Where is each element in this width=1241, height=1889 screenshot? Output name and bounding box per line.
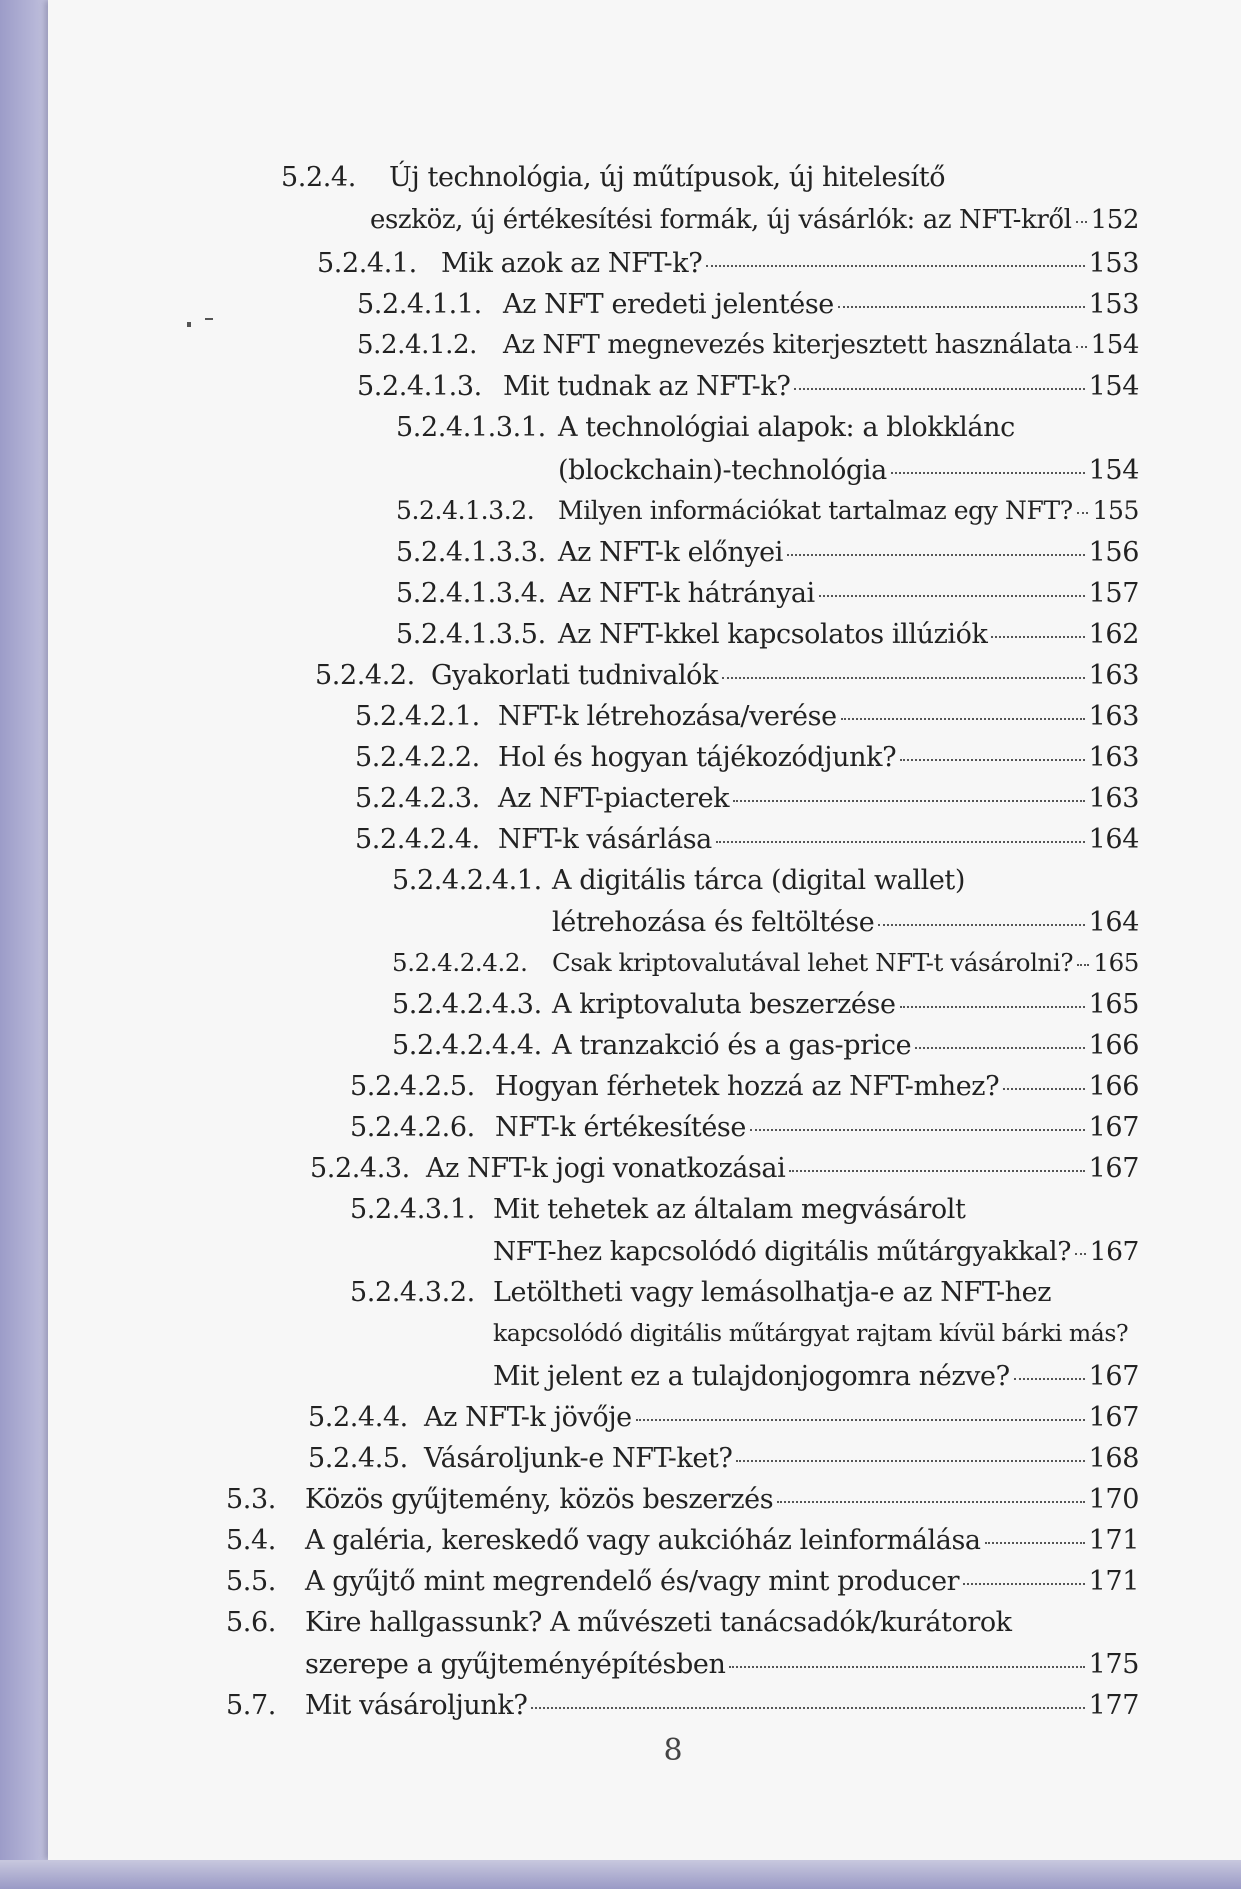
toc-title: A tranzakció és a gas-price <box>552 1030 912 1061</box>
toc-page-number: 166 <box>1088 1071 1139 1102</box>
dot-leader <box>1076 221 1087 223</box>
toc-entry <box>396 537 1139 577</box>
toc-number: 5.5. <box>226 1566 276 1597</box>
toc-entry <box>392 1030 1139 1070</box>
toc-title: Az NFT-k jövője <box>424 1402 632 1433</box>
toc-entry <box>392 989 1139 1029</box>
dot-leader <box>963 1583 1084 1585</box>
toc-number: 5.3. <box>226 1484 276 1515</box>
dot-leader <box>736 1460 1084 1462</box>
toc-entry <box>226 1690 1139 1730</box>
toc-title: Az NFT-piacterek <box>498 783 730 814</box>
toc-number: 5.2.4.1.3.1. <box>396 412 546 443</box>
toc-page-number: 177 <box>1088 1690 1139 1721</box>
toc-page-number: 157 <box>1088 578 1139 609</box>
toc-page-number: 168 <box>1088 1443 1139 1474</box>
toc-title: A gyűjtő mint megrendelő és/vagy mint producer <box>305 1566 960 1597</box>
dot-leader <box>750 1129 1085 1131</box>
toc-entry <box>350 1071 1139 1111</box>
dot-leader <box>789 1170 1084 1172</box>
toc-entry <box>493 1236 1139 1276</box>
dot-leader <box>891 472 1085 474</box>
toc-entry <box>396 619 1139 659</box>
toc-number: 5.2.4.1.3.4. <box>396 578 546 609</box>
toc-title: Gyakorlati tudnivalók <box>431 660 718 691</box>
toc-entry <box>357 371 1139 411</box>
toc-entry <box>396 496 1139 536</box>
toc-title: Hol és hogyan tájékozódjunk? <box>498 742 897 773</box>
toc-page-number: 167 <box>1088 1112 1139 1143</box>
toc-entry <box>226 1566 1139 1606</box>
toc-page-number: 165 <box>1093 948 1139 977</box>
toc-title: A galéria, kereskedő vagy aukcióház leinformálása <box>305 1525 981 1556</box>
toc-entry <box>357 330 1139 370</box>
dot-leader <box>838 306 1085 308</box>
toc-number: 5.2.4.1.1. <box>357 289 482 320</box>
dot-leader <box>1077 964 1089 966</box>
toc-number: 5.2.4.2. <box>315 660 415 691</box>
toc-number: 5.2.4. <box>281 162 356 193</box>
dot-leader <box>722 677 1085 679</box>
dot-leader <box>915 1047 1084 1049</box>
toc-entry <box>308 1402 1139 1442</box>
dot-leader <box>900 1006 1085 1008</box>
toc-number: 5.2.4.3.1. <box>350 1194 475 1225</box>
toc-title: A kriptovaluta beszerzése <box>552 989 896 1020</box>
toc-title: Mik azok az NFT-k? <box>441 248 703 279</box>
toc-title: NFT-k létrehozása/verése <box>498 701 837 732</box>
dot-leader <box>716 841 1085 843</box>
toc-title: Letöltheti vagy lemásolhatja-e az NFT-hez <box>493 1277 1052 1308</box>
toc-page-number: 156 <box>1088 537 1139 568</box>
toc-entry <box>355 701 1139 741</box>
toc-title: A digitális tárca (digital wallet) <box>552 865 966 896</box>
dot-leader <box>729 1666 1084 1668</box>
toc-title: NFT-k értékesítése <box>495 1112 746 1143</box>
toc-page-number: 154 <box>1088 455 1139 486</box>
toc-entry <box>355 742 1139 782</box>
toc-entry <box>350 1112 1139 1152</box>
toc-entry <box>310 1153 1139 1193</box>
toc-page-number: 163 <box>1088 783 1139 814</box>
dot-leader <box>1076 346 1087 348</box>
dot-leader <box>1014 1378 1085 1380</box>
toc-title: Új technológia, új műtípusok, új hitelesítő <box>389 162 946 193</box>
toc-number: 5.2.4.2.4. <box>355 824 480 855</box>
toc-page-number: 164 <box>1088 907 1139 938</box>
toc-title: Az NFT-kkel kapcsolatos illúziók <box>558 619 988 650</box>
toc-page-number: 164 <box>1088 824 1139 855</box>
toc-number: 5.7. <box>226 1690 276 1721</box>
toc-title: Közös gyűjtemény, közös beszerzés <box>305 1484 774 1515</box>
toc-page-number: 153 <box>1088 289 1139 320</box>
toc-number: 5.4. <box>226 1525 276 1556</box>
toc-page-number: 163 <box>1088 660 1139 691</box>
toc-page-number: 165 <box>1088 989 1139 1020</box>
toc-number: 5.2.4.2.5. <box>350 1071 475 1102</box>
toc-title: Az NFT-k jogi vonatkozásai <box>426 1153 786 1184</box>
dot-leader <box>991 636 1084 638</box>
toc-page-number: 163 <box>1088 701 1139 732</box>
toc-title: NFT-k vásárlása <box>498 824 712 855</box>
dot-leader <box>531 1707 1084 1709</box>
toc-entry <box>350 1277 1139 1317</box>
toc-number: 5.2.4.2.3. <box>355 783 480 814</box>
dot-leader <box>777 1501 1084 1503</box>
page-number: 8 <box>663 1733 683 1768</box>
toc-number: 5.2.4.2.4.4. <box>392 1030 542 1061</box>
dot-leader <box>985 1542 1085 1544</box>
dot-leader <box>733 800 1085 802</box>
toc-number: 5.2.4.2.4.1. <box>392 865 542 896</box>
toc-entry <box>350 1194 1139 1234</box>
toc-title: Mit vásároljunk? <box>305 1690 528 1721</box>
toc-page-number: 153 <box>1088 248 1139 279</box>
toc-entry <box>315 660 1139 700</box>
dot-leader <box>636 1419 1085 1421</box>
toc-title: Az NFT-k előnyei <box>558 537 783 568</box>
toc-entry <box>226 1607 1139 1647</box>
toc-entry <box>392 948 1139 988</box>
toc-number: 5.2.4.1.3.5. <box>396 619 546 650</box>
toc-number: 5.2.4.1.3.2. <box>396 496 535 525</box>
toc-title: Kire hallgassunk? A művészeti tanácsadók/kurátorok <box>305 1607 1012 1638</box>
toc-number: 5.2.4.1.3.3. <box>396 537 546 568</box>
toc-page-number: 154 <box>1088 371 1139 402</box>
dot-leader <box>1077 512 1089 514</box>
toc-entry <box>370 205 1139 245</box>
dot-leader <box>841 718 1085 720</box>
toc-number: 5.2.4.2.4.3. <box>392 989 542 1020</box>
toc-number: 5.2.4.2.1. <box>355 701 480 732</box>
toc-entry <box>226 1525 1139 1565</box>
toc-title: szerepe a gyűjteményépítésben <box>305 1649 726 1680</box>
toc-number: 5.2.4.1.2. <box>357 330 478 360</box>
toc-entry <box>226 1484 1139 1524</box>
toc-number: 5.2.4.3. <box>310 1153 410 1184</box>
toc-number: 5.2.4.5. <box>308 1443 408 1474</box>
toc-entry <box>396 412 1139 452</box>
toc-title: Az NFT eredeti jelentése <box>503 289 834 320</box>
toc-title: Milyen információkat tartalmaz egy NFT? <box>558 496 1073 525</box>
toc-number: 5.2.4.2.6. <box>350 1112 475 1143</box>
dot-leader <box>878 924 1084 926</box>
toc-page-number: 175 <box>1088 1649 1139 1680</box>
toc-entry <box>305 1649 1139 1689</box>
toc-entry <box>392 865 1139 905</box>
toc-page-number: 167 <box>1088 1361 1139 1392</box>
toc-entry <box>317 248 1139 288</box>
toc-entry <box>493 1319 1139 1359</box>
toc-page-number: 171 <box>1088 1525 1139 1556</box>
toc-number: 5.2.4.1.3. <box>357 371 482 402</box>
toc-title: kapcsolódó digitális műtárgyat rajtam kívül bárki más? <box>493 1319 1129 1347</box>
dot-leader <box>1003 1088 1084 1090</box>
toc-title: Mit tehetek az általam megvásárolt <box>493 1194 966 1225</box>
toc-title: Az NFT-k hátrányai <box>558 578 815 609</box>
toc-page-number: 167 <box>1088 1153 1139 1184</box>
toc-title: Mit jelent ez a tulajdonjogomra nézve? <box>493 1361 1010 1392</box>
toc-title: Hogyan férhetek hozzá az NFT-mhez? <box>495 1071 1000 1102</box>
toc-title: A technológiai alapok: a blokklánc <box>558 412 1015 443</box>
dot-leader <box>900 759 1085 761</box>
toc-number: 5.2.4.1. <box>317 248 417 279</box>
toc-entry <box>493 1361 1139 1401</box>
dot-leader <box>819 595 1085 597</box>
toc-entry <box>552 907 1139 947</box>
dot-leader <box>787 554 1085 556</box>
toc-number: 5.2.4.2.2. <box>355 742 480 773</box>
dot-leader <box>794 388 1084 390</box>
toc-title: eszköz, új értékesítési formák, új vásárlók: az NFT-kről <box>370 205 1072 235</box>
toc-number: 5.2.4.3.2. <box>350 1277 475 1308</box>
toc-page-number: 171 <box>1088 1566 1139 1597</box>
toc-entry <box>558 455 1139 495</box>
dot-leader <box>1075 1253 1086 1255</box>
dot-leader <box>706 265 1084 267</box>
toc-number: 5.2.4.2.4.2. <box>392 948 528 977</box>
toc-entry <box>355 783 1139 823</box>
toc-page-number: 155 <box>1092 496 1139 525</box>
toc-page-number: 162 <box>1088 619 1139 650</box>
toc-number: 5.2.4.4. <box>308 1402 408 1433</box>
toc-title: (blockchain)-technológia <box>558 455 887 486</box>
toc-page-number: 154 <box>1090 330 1139 360</box>
toc-page-number: 170 <box>1088 1484 1139 1515</box>
toc-number: 5.6. <box>226 1607 276 1638</box>
toc-entry <box>308 1443 1139 1483</box>
toc-page-number: 166 <box>1088 1030 1139 1061</box>
toc-page-number: 167 <box>1089 1236 1139 1267</box>
toc-entry <box>396 578 1139 618</box>
toc-title: Mit tudnak az NFT-k? <box>503 371 791 402</box>
toc-title: Csak kriptovalutával lehet NFT-t vásárolni? <box>552 948 1074 977</box>
toc-page-number: 167 <box>1088 1402 1139 1433</box>
toc-title: létrehozása és feltöltése <box>552 907 875 938</box>
toc-page-number: 163 <box>1088 742 1139 773</box>
toc-entry <box>355 824 1139 864</box>
toc-title: NFT-hez kapcsolódó digitális műtárgyakkal? <box>493 1236 1072 1267</box>
toc-entry <box>281 162 1131 202</box>
toc-title: Az NFT megnevezés kiterjesztett használata <box>503 330 1073 360</box>
toc-entry <box>357 289 1139 329</box>
toc-page-number: 152 <box>1090 205 1139 235</box>
toc-title: Vásároljunk-e NFT-ket? <box>424 1443 733 1474</box>
